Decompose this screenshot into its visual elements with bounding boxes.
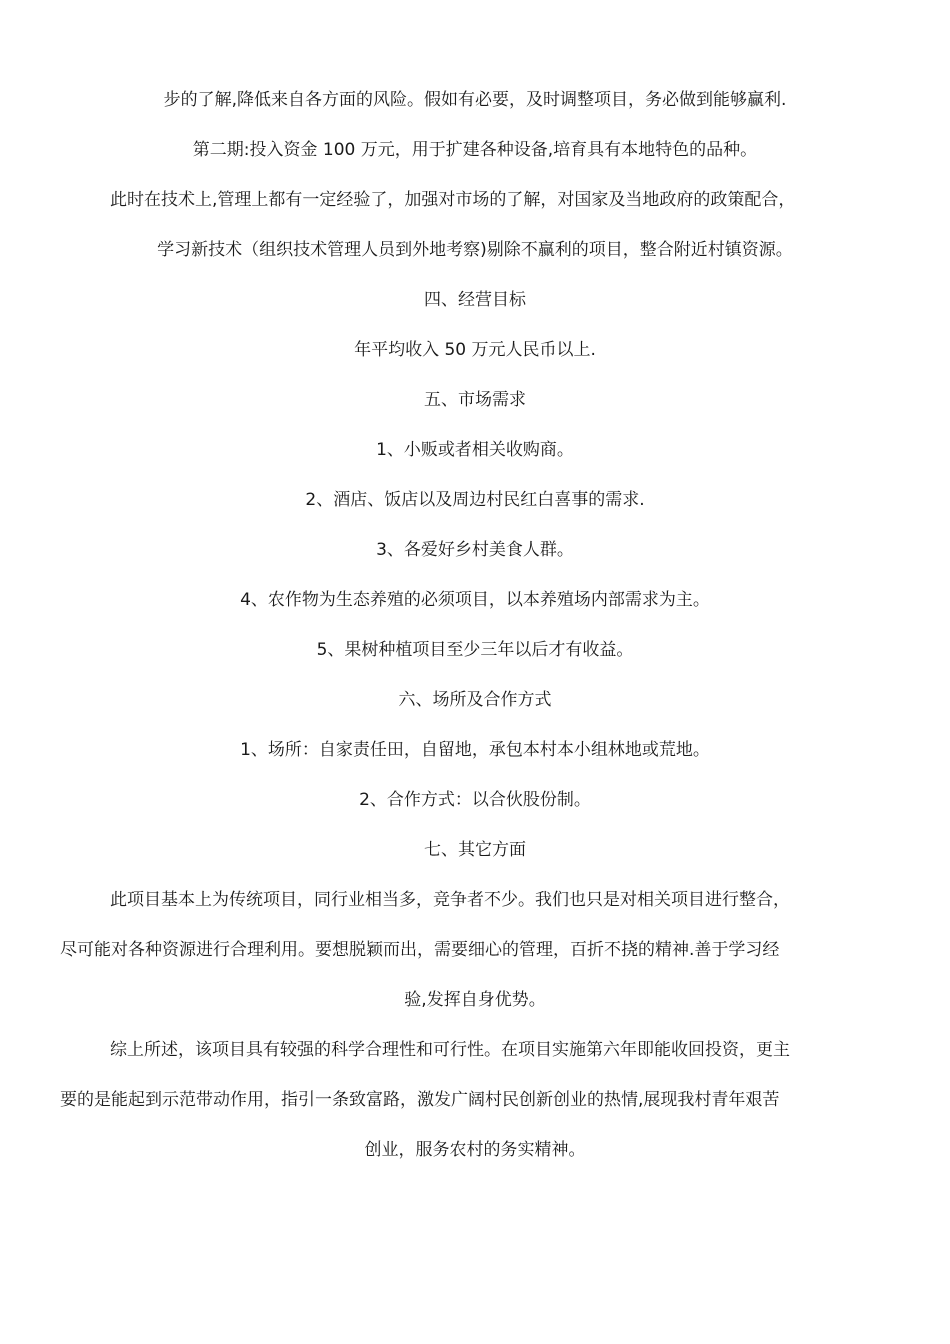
section-heading: 五、市场需求 xyxy=(424,390,526,410)
paragraph-line: 验,发挥自身优势。 xyxy=(404,990,546,1010)
paragraph-line: 要的是能起到示范带动作用，指引一条致富路，激发广阔村民创新创业的热情,展现我村青年艰苦 xyxy=(60,1090,780,1110)
paragraph-line: 年平均收入 50 万元人民币以上. xyxy=(354,340,596,360)
list-item: 2、酒店、饭店以及周边村民红白喜事的需求. xyxy=(305,490,645,510)
section-heading: 四、经营目标 xyxy=(424,290,526,310)
paragraph-line: 学习新技术（组织技术管理人员到外地考察)剔除不赢利的项目，整合附近村镇资源。 xyxy=(157,240,793,260)
list-item: 1、小贩或者相关收购商。 xyxy=(376,440,574,460)
list-item: 5、果树种植项目至少三年以后才有收益。 xyxy=(316,640,634,660)
list-item: 1、场所：自家责任田，自留地，承包本村本小组林地或荒地。 xyxy=(240,740,710,760)
list-item: 3、各爱好乡村美食人群。 xyxy=(376,540,574,560)
section-heading: 七、其它方面 xyxy=(424,840,526,860)
paragraph-line: 步的了解,降低来自各方面的风险。假如有必要，及时调整项目，务必做到能够赢利. xyxy=(163,90,787,110)
list-item: 2、合作方式：以合伙股份制。 xyxy=(359,790,591,810)
section-heading: 六、场所及合作方式 xyxy=(398,690,552,710)
paragraph-line: 尽可能对各种资源进行合理利用。要想脱颖而出，需要细心的管理，百折不挠的精神.善于学习经 xyxy=(60,940,780,960)
paragraph-line: 此项目基本上为传统项目，同行业相当多，竞争者不少。我们也只是对相关项目进行整合， xyxy=(110,890,790,910)
paragraph-line: 综上所述，该项目具有较强的科学合理性和可行性。在项目实施第六年即能收回投资，更主 xyxy=(110,1040,790,1060)
paragraph-line: 此时在技术上,管理上都有一定经验了，加强对市场的了解，对国家及当地政府的政策配合， xyxy=(110,190,796,210)
list-item: 4、农作物为生态养殖的必须项目，以本养殖场内部需求为主。 xyxy=(240,590,710,610)
paragraph-line: 创业，服务农村的务实精神。 xyxy=(364,1140,586,1160)
paragraph-line: 第二期:投入资金 100 万元，用于扩建各种设备,培育具有本地特色的品种。 xyxy=(192,140,758,160)
